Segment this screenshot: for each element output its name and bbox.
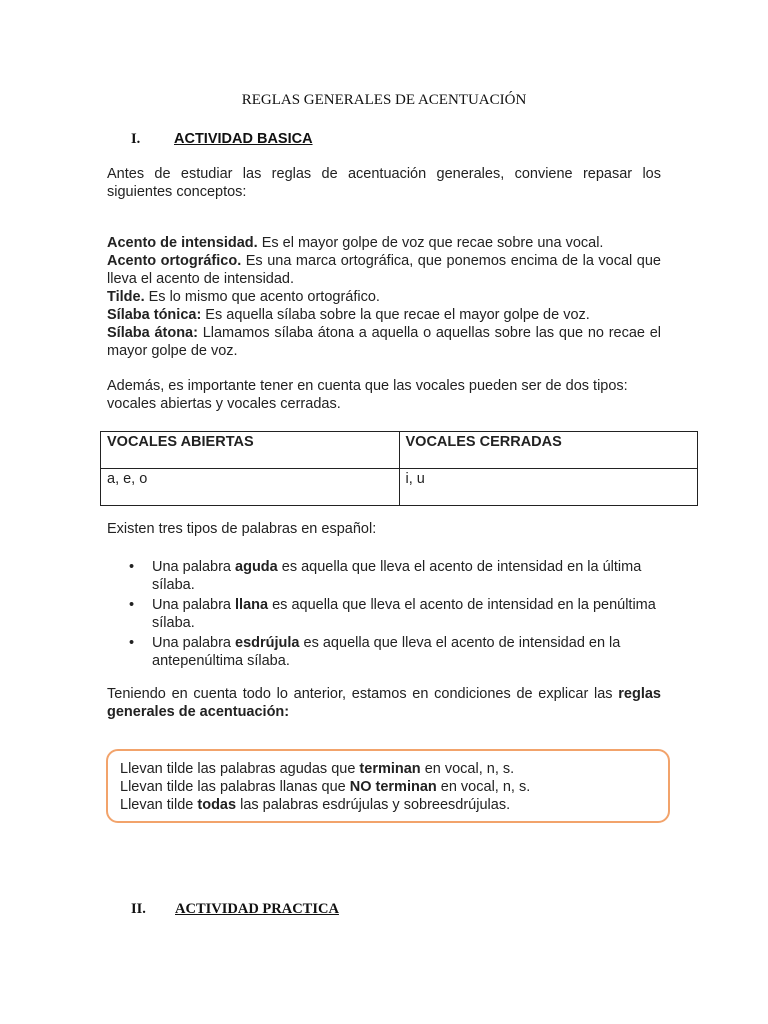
definition-item <box>107 306 661 324</box>
section-2-title: ACTIVIDAD PRACTICA <box>175 901 339 917</box>
definition-text: Es el mayor golpe de voz que recae sobre una vocal. <box>257 235 604 251</box>
definition-text: Es lo mismo que acento ortográfico. <box>144 289 380 305</box>
rule-bold: todas <box>197 797 237 813</box>
list-item-text: Una palabra <box>152 635 236 651</box>
table-row <box>101 469 698 506</box>
rule-text: Llevan tilde las palabras llanas que <box>120 779 350 795</box>
rule-text: en vocal, n, s. <box>436 779 531 795</box>
table-cell-open-vowels: a, e, o <box>101 469 400 506</box>
definition-text: Es aquella sílaba sobre la que recae el mayor golpe de voz. <box>201 307 590 323</box>
types-intro: Existen tres tipos de palabras en español: <box>107 521 377 537</box>
table-cell-closed-vowels: i, u <box>399 469 698 506</box>
rule-line <box>120 760 656 778</box>
section-1-number: I. <box>131 131 141 147</box>
list-item-text: Una palabra <box>152 597 236 613</box>
rule-text: Llevan tilde las palabras agudas que <box>120 761 360 777</box>
rule-text: Llevan tilde <box>120 797 198 813</box>
section-2-number: II. <box>131 901 146 917</box>
list-item-text: Una palabra <box>152 559 236 575</box>
bullet-icon: • <box>129 559 135 575</box>
rule-bold: terminan <box>359 761 421 777</box>
rule-bold: NO terminan <box>349 779 437 795</box>
definition-item <box>107 252 661 288</box>
list-item-text: es aquella que lleva el acento de intensidad en la penúltima sílaba. <box>152 597 656 631</box>
definition-item <box>107 288 661 306</box>
rule-line <box>120 796 656 814</box>
bullet-icon: • <box>129 635 135 651</box>
definition-item <box>107 324 661 360</box>
definition-term: Tilde. <box>107 289 145 305</box>
vowels-table <box>100 431 698 506</box>
conclusion-bold: reglas generales de acentuación: <box>107 686 661 720</box>
word-types-list <box>107 558 667 672</box>
list-item-text: es aquella que lleva el acento de intensidad en la antepenúltima sílaba. <box>152 635 621 669</box>
conclusion-paragraph <box>107 685 661 721</box>
table-header-closed-vowels: VOCALES CERRADAS <box>399 432 698 469</box>
list-item-term: esdrújula <box>235 635 300 651</box>
vowels-intro: Además, es importante tener en cuenta que las vocales pueden ser de dos tipos: vocales abiertas y vocales cerradas. <box>107 378 628 412</box>
definition-item <box>107 234 661 252</box>
conclusion-text: Teniendo en cuenta todo lo anterior, estamos en condiciones de explicar las <box>107 686 619 702</box>
definition-term: Sílaba átona: <box>107 325 198 341</box>
list-item-term: llana <box>235 597 269 613</box>
intro-paragraph: Antes de estudiar las reglas de acentuación generales, conviene repasar los siguientes conceptos: <box>107 166 661 200</box>
definition-text: Llamamos sílaba átona a aquella o aquellas sobre las que no recae el mayor golpe de voz. <box>107 325 661 359</box>
section-1-title: ACTIVIDAD BASICA <box>174 131 313 147</box>
definitions-block <box>107 234 661 360</box>
list-item-text: es aquella que lleva el acento de intensidad en la última sílaba. <box>152 559 642 593</box>
rules-box <box>106 749 670 823</box>
page-title: REGLAS GENERALES DE ACENTUACIÓN <box>241 92 527 108</box>
definition-text: Es una marca ortográfica, que ponemos encima de la vocal que lleva el acento de intensidad. <box>107 253 661 287</box>
list-item <box>107 596 667 632</box>
definition-term: Sílaba tónica: <box>107 307 202 323</box>
list-item <box>107 634 667 670</box>
rule-line <box>120 778 656 796</box>
table-header-row <box>101 432 698 469</box>
list-item <box>107 558 667 594</box>
rule-text: en vocal, n, s. <box>420 761 515 777</box>
list-item-term: aguda <box>235 559 278 575</box>
definition-term: Acento ortográfico. <box>107 253 242 269</box>
rule-text: las palabras esdrújulas y sobreesdrújulas. <box>236 797 511 813</box>
definition-term: Acento de intensidad. <box>107 235 258 251</box>
bullet-icon: • <box>129 597 135 613</box>
table-header-open-vowels: VOCALES ABIERTAS <box>101 432 400 469</box>
